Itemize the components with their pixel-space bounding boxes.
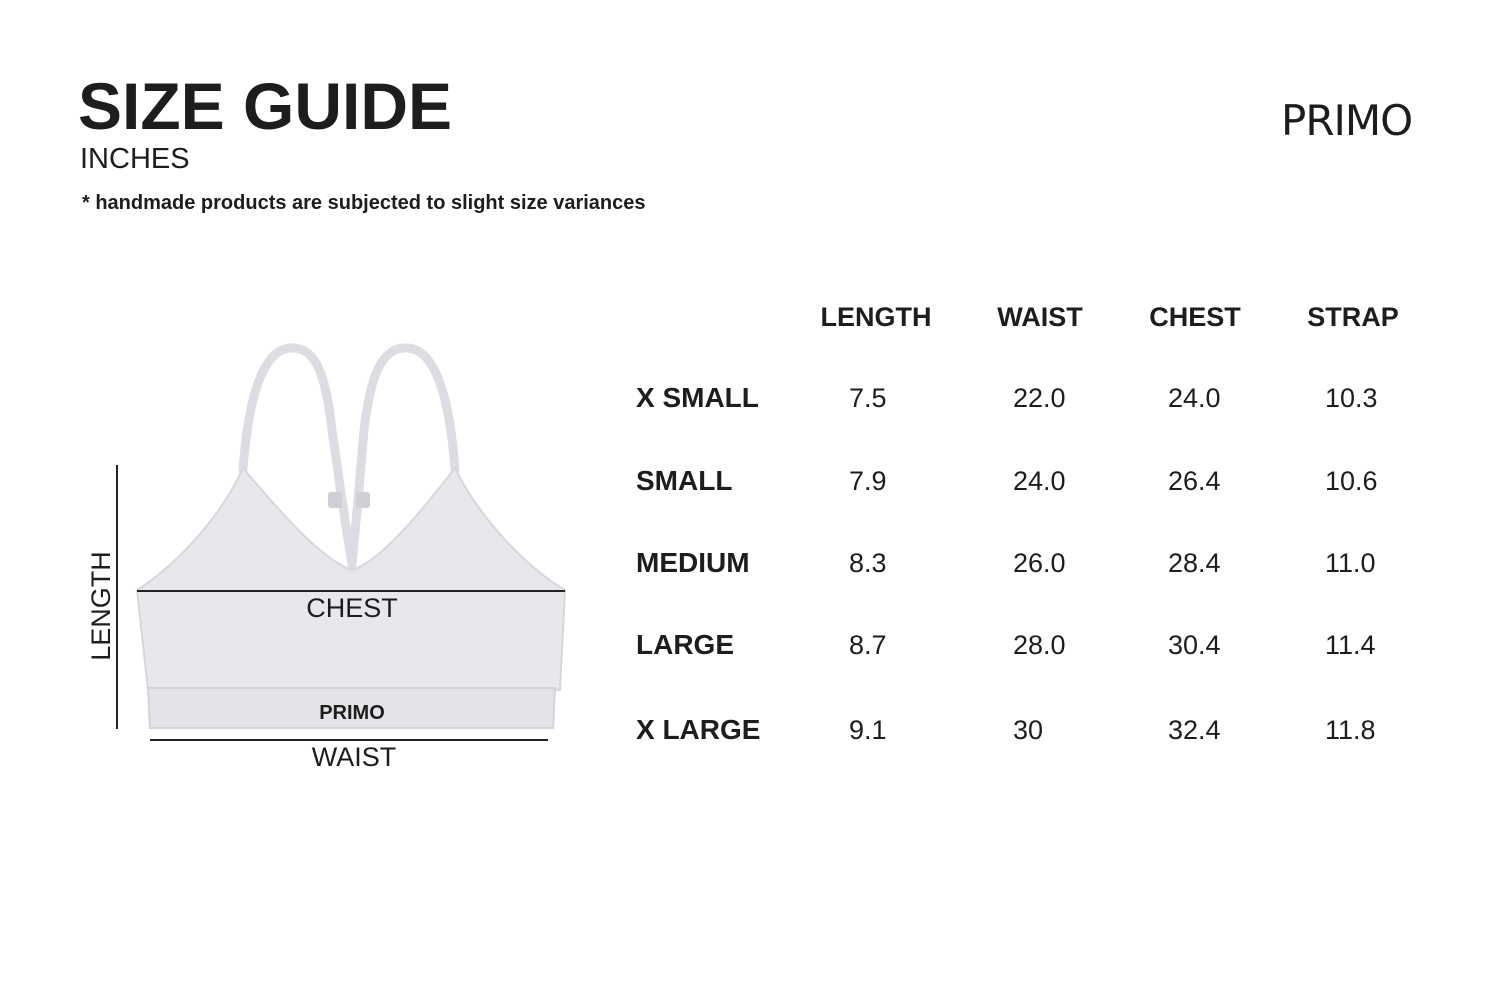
garment-body [137, 468, 565, 690]
right-adjuster [356, 492, 370, 508]
cell-waist: 30 [1013, 715, 1044, 745]
cell-strap: 10.6 [1325, 466, 1378, 496]
variance-note: * handmade products are subjected to slight size variances [82, 192, 646, 214]
cell-waist: 28.0 [1013, 630, 1066, 660]
waist-label: WAIST [311, 742, 397, 772]
cell-chest: 26.4 [1168, 466, 1221, 496]
page-title: SIZE GUIDE [78, 69, 453, 143]
cell-strap: 10.3 [1325, 383, 1378, 413]
row-size-label: X SMALL [636, 382, 759, 413]
cell-length: 9.1 [849, 715, 887, 745]
cell-chest: 24.0 [1168, 383, 1221, 413]
cell-waist: 24.0 [1013, 466, 1066, 496]
brand-logo: PRIMO [1281, 96, 1413, 145]
col-header-length: LENGTH [820, 302, 932, 332]
garment-diagram [0, 0, 620, 820]
cell-strap: 11.4 [1325, 630, 1376, 660]
left-adjuster [328, 492, 342, 508]
cell-length: 7.5 [849, 383, 887, 413]
col-header-strap: STRAP [1307, 302, 1399, 332]
cell-strap: 11.8 [1325, 715, 1376, 745]
cell-chest: 32.4 [1168, 715, 1221, 745]
cell-waist: 26.0 [1013, 548, 1066, 578]
row-size-label: MEDIUM [636, 547, 750, 578]
cell-length: 8.7 [849, 630, 887, 660]
chest-label: CHEST [306, 593, 398, 623]
length-label: LENGTH [86, 551, 116, 661]
row-size-label: LARGE [636, 629, 734, 660]
units-label: INCHES [80, 143, 190, 175]
cell-strap: 11.0 [1325, 548, 1376, 578]
cell-chest: 30.4 [1168, 630, 1221, 660]
row-size-label: X LARGE [636, 714, 761, 745]
cell-waist: 22.0 [1013, 383, 1066, 413]
col-header-waist: WAIST [997, 302, 1083, 332]
row-size-label: SMALL [636, 465, 733, 496]
cell-length: 8.3 [849, 548, 887, 578]
cell-length: 7.9 [849, 466, 887, 496]
band-logo: PRIMO [319, 702, 385, 724]
col-header-chest: CHEST [1149, 302, 1241, 332]
cell-chest: 28.4 [1168, 548, 1221, 578]
